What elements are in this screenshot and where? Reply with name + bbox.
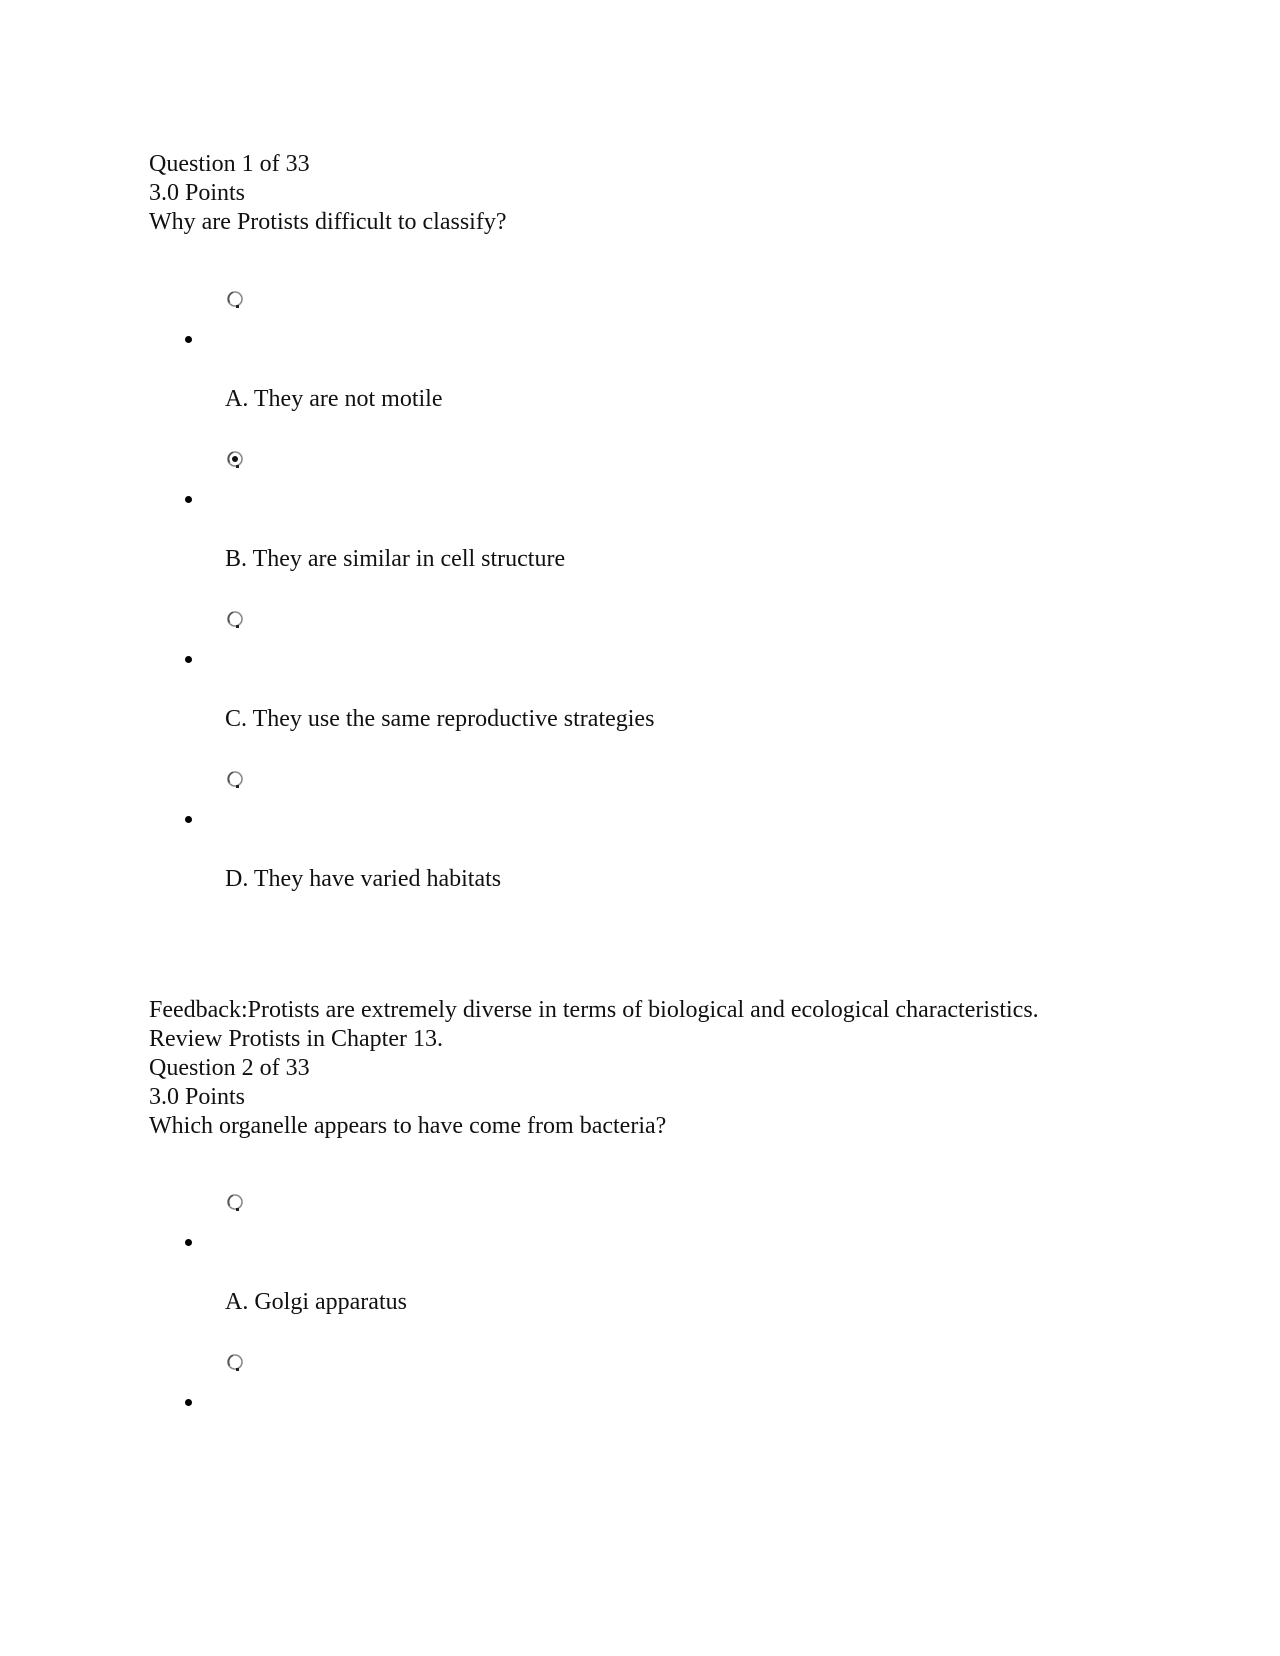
question-1-option-a-label[interactable]: A. They are not motile — [225, 386, 443, 412]
question-1-header: Question 1 of 33 — [149, 151, 310, 177]
question-1-option-d-label[interactable]: D. They have varied habitats — [225, 866, 502, 892]
question-1-prompt: Why are Protists difficult to classify? — [149, 209, 507, 235]
feedback-text: Protists are extremely diverse in terms of biological and ecological characteristics. — [247, 997, 1039, 1023]
question-2-option-b-radio-icon[interactable] — [226, 1353, 244, 1371]
bullet-icon — [185, 496, 192, 503]
bullet-icon — [185, 656, 192, 663]
question-1-option-a-radio-icon[interactable] — [226, 290, 244, 308]
question-1-option-b-label[interactable]: B. They are similar in cell structure — [225, 546, 566, 572]
question-1-option-c-radio-icon[interactable] — [226, 610, 244, 628]
question-2-header: Question 2 of 33 — [149, 1055, 310, 1081]
question-1-option-b-radio-icon[interactable] — [226, 450, 244, 468]
question-2-option-a-label[interactable]: A. Golgi apparatus — [225, 1289, 407, 1315]
bullet-icon — [185, 816, 192, 823]
question-1-option-c-label[interactable]: C. They use the same reproductive strategies — [225, 706, 655, 732]
question-1-points: 3.0 Points — [149, 180, 246, 206]
question-2-points: 3.0 Points — [149, 1084, 246, 1110]
question-2-option-a-radio-icon[interactable] — [226, 1193, 244, 1211]
question-1-feedback-review: Review Protists in Chapter 13. — [149, 1026, 443, 1052]
question-1-option-d-radio-icon[interactable] — [226, 770, 244, 788]
bullet-icon — [185, 1399, 192, 1406]
bullet-icon — [185, 1239, 192, 1246]
question-2-prompt: Which organelle appears to have come from bacteria? — [149, 1113, 667, 1139]
question-1-feedback — [149, 996, 1039, 1025]
feedback-label: Feedback: — [149, 997, 248, 1023]
bullet-icon — [185, 336, 192, 343]
